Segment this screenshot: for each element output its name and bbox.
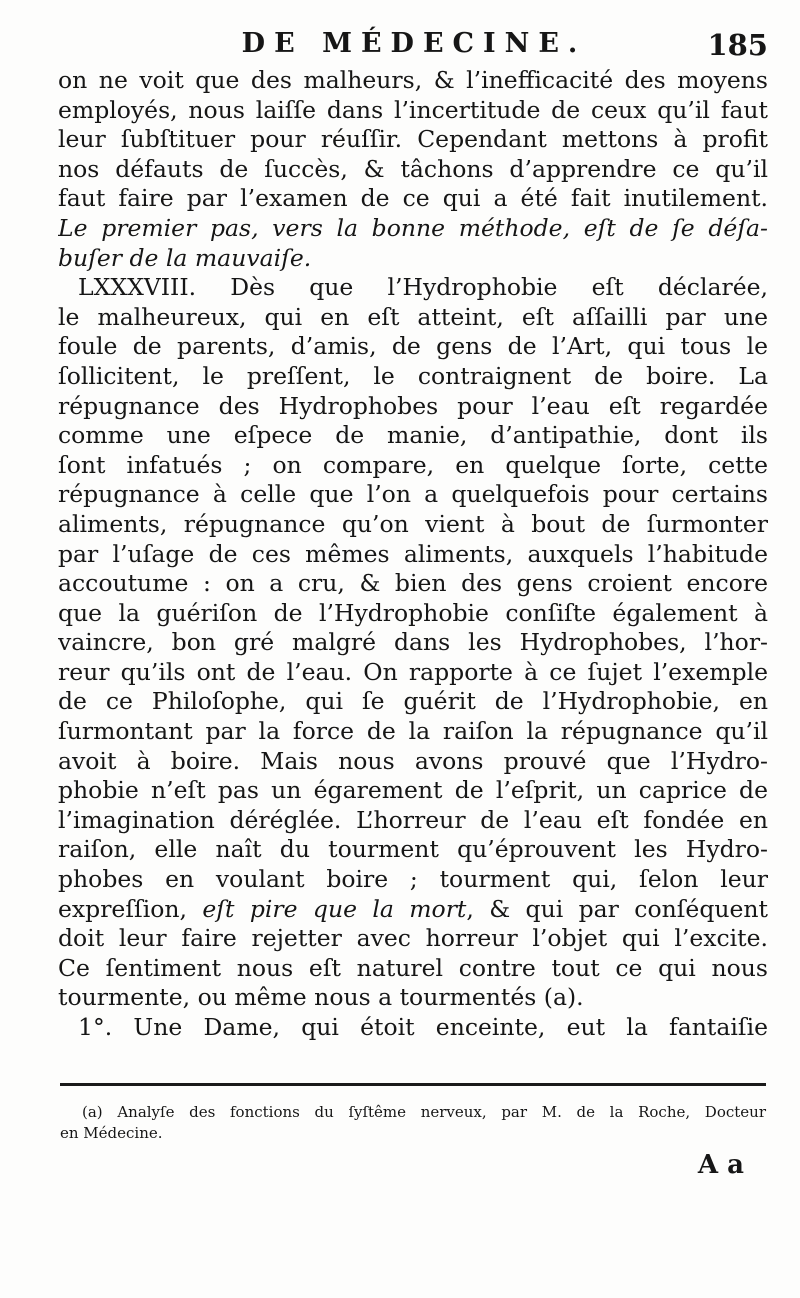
numbered-line: 1°. Une Dame, qui étoit enceinte, eut la fantaiſie: [78, 1013, 768, 1041]
running-title: DE MÉDECINE.: [241, 28, 587, 59]
text-line: comme une eſpece de manie, d’antipathie, dont ils: [58, 421, 768, 450]
text-line: ſollicitent, le preſſent, le contraignent de boire. La: [58, 361, 768, 390]
text-line: de ce Philoſophe, qui ſe guérit de l’Hydrophobie, en: [58, 687, 768, 716]
text-line: l’imagination déréglée. L’horreur de l’eau eſt fondée en: [58, 805, 768, 834]
text-line: raiſon, elle naît du tourment qu’éprouvent les Hydro-: [58, 835, 768, 864]
text-line: Ce ſentiment nous eſt naturel contre tout ce qui nous: [58, 953, 768, 982]
italic-maxim-line: buſer de la mauvaiſe.: [58, 243, 312, 272]
text-line: aliments, répugnance qu’on vient à bout de ſurmonter: [58, 509, 768, 538]
expression-italic: eſt pire que la mort: [202, 894, 467, 923]
footnote-line: (a) Analyſe des fonctions du ſyſtême nerveux, par M. de la Roche, Docteur: [82, 1103, 766, 1121]
running-head: [60, 26, 768, 66]
text-line: ſurmontant par la force de la raiſon la répugnance qu’il: [58, 717, 768, 746]
text-line: par l’uſage de ces mêmes aliments, auxquels l’habitude: [58, 539, 768, 568]
text-line: le malheureux, qui en eſt atteint, eſt aſſailli par une: [58, 302, 768, 331]
text-line: reur qu’ils ont de l’eau. On rapporte à ce ſujet l’exemple: [58, 657, 768, 686]
text-line: avoit à boire. Mais nous avons prouvé que l’Hydro-: [58, 746, 768, 775]
text-line: nos défauts de ſuccès, & tâchons d’apprendre ce qu’il: [58, 154, 768, 183]
text-line: répugnance des Hydrophobes pour l’eau eſt regardée: [58, 391, 768, 420]
text-line: employés, nous laiſſe dans l’incertitude de ceux qu’il faut: [58, 95, 768, 124]
text-line: ſont infatués ; on compare, en quelque ſorte, cette: [58, 450, 768, 479]
text-line: on ne voit que des malheurs, & l’inefficacité des moyens: [58, 66, 768, 94]
text-line: accoutume : on a cru, & bien des gens croient encore: [58, 569, 768, 598]
text-line: vaincre, bon gré malgré dans les Hydrophobes, l’hor-: [58, 628, 768, 657]
body-text: [58, 66, 768, 1043]
signature-mark: A a: [697, 1150, 744, 1180]
italic-maxim-line: Le premier pas, vers la bonne méthode, eſt de ſe déſa-: [58, 213, 768, 242]
text-line: phobes en voulant boire ; tourment qui, ſelon leur: [58, 865, 768, 894]
text-line: foule de parents, d’amis, de gens de l’Art, qui tous le: [58, 332, 768, 361]
footnote-rule: [60, 1083, 766, 1086]
text-line: que la guériſon de l’Hydrophobie conſiſte également à: [58, 598, 768, 627]
text-line: doit leur faire rejetter avec horreur l’objet qui l’excite.: [58, 924, 768, 953]
text-line: faut faire par l’examen de ce qui a été fait inutilement.: [58, 184, 768, 213]
expression-before: expreſſion,: [58, 894, 203, 923]
footnote-line: en Médecine.: [60, 1124, 163, 1142]
text-line-expression: [58, 895, 768, 925]
page-number: 185: [707, 28, 768, 62]
footnote: [60, 1102, 766, 1144]
text-line: répugnance à celle que l’on a quelquefois pour certains: [58, 480, 768, 509]
expression-after: , & qui par conſéquent: [466, 894, 768, 923]
section-heading-line: LXXXVIII. Dès que l’Hydrophobie eſt déclarée,: [78, 273, 768, 302]
text-line-last: tourmente, ou même nous a tourmentés (a).: [58, 983, 584, 1012]
text-line: phobie n’eſt pas un égarement de l’eſprit, un caprice de: [58, 776, 768, 805]
text-line: leur ſubſtituer pour réuſſir. Cependant mettons à profit: [58, 125, 768, 154]
